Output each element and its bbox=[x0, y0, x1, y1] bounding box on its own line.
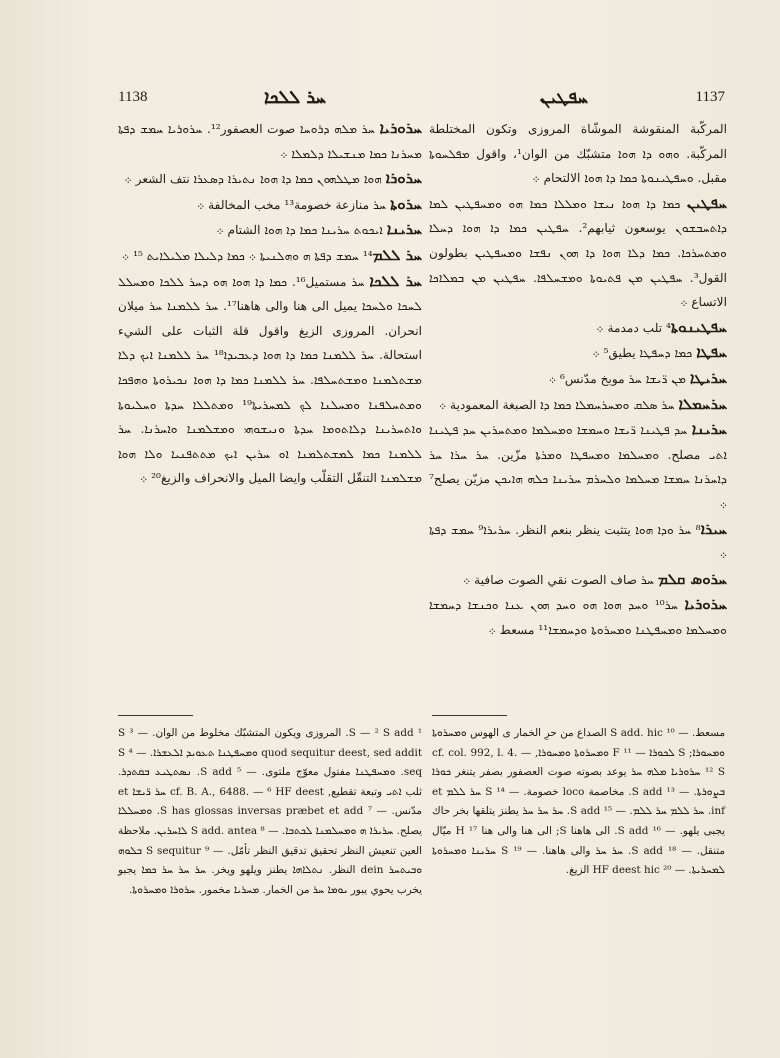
entry-gloss: ¹⁴ ܚܡܫ ܕܦܬܐ ܗ ܘܗܠܢܝܬܐ ܀ ܟܡܐ ܕܠܝܠܐ ܡܠܝܠܐܝܬ ¹⁵ ܀ bbox=[121, 248, 373, 263]
dictionary-entry bbox=[429, 116, 727, 191]
dictionary-entry bbox=[429, 517, 727, 567]
dictionary-entry bbox=[118, 217, 422, 243]
dictionary-entry bbox=[429, 366, 727, 392]
dictionary-entry bbox=[429, 392, 727, 418]
footnote-separator-left bbox=[118, 715, 193, 716]
dictionary-entry bbox=[118, 192, 422, 218]
entry-headword: ܚܦܛܝܢ bbox=[687, 193, 727, 212]
footnote-text: ¹ S — ² S add. المروزى ويكون المتشبّك مخلوط من الوان. — ³ S quod sequitur deest, sed addit ܘܡܚܦܛܢܐ ܬܥܘܝܕ ܐܠܥܫܪܐ. — ⁴ S seq. ܘܡܚܦܛܢܐ مفتول معوّج ملتوى. — ⁵ S add. ܢܣܬܛܝܥ ܒܩܬܕܪ. ثلب ܐܬܝ وتبعة تقطيع, cf. B. A., 6488. — ⁶ HF deest ܚܪ ܪ̈ܝܫܐ et مدّنس. — ⁷ S has glossas inversas præbet et add. ܘܡܚܠܠܐ يصلح. ܚܪܝܪܐ ܗ ܘܡܚܠܡܢܐ ܠܟܬܒܐ. — ⁸ S add. antea ܠܐܚܪܝܢ. ملاحظة العين تنعيش النظر تحقيق تدقيق النظر تأمّل. — ⁹ S sequitur ܒܠܘܗ ܘܒܝܬܚܪ dein النظر. ܢܬܠܐܗܐ يطنز ويلهو ويخر. ܚܪ ܚܪ ܚܪ ܟܡܐ يجبو يخرب يحوي يبور ܝܘܡܐ ܚܪ من الخمار. ܡܚܪܝܐ مخمور. ܚܪܘܪܐ ܘܡܚܪܘܬܐ. bbox=[118, 727, 422, 896]
entry-gloss: ܟܡܐ ܕܐ ܗܘܐ ܢܝܫܐ ܘܡܠܠܐ ܟܡܐ ܗܘ ܘܡܚܦܛܝܢ ܠܡܐ ܕܐܬܚܒܫܘܢ يوسعون ثيابهم². ܚܦܛܝܢ ܟܡܐ ܕܐ ܗܘܐ ܕܚܠܐ ܘܡܬܚܪܟܐ. ܟܡܐ ܕܠܐ ܗܘܐ ܕܐ ܗܘܢ ܢܦܫܐ ܘܡܚܦܛܝܢ بطولون القول³. ܚܦܛܝܢ ܡܢ ܦܬܝܘܬܐ ܘܡܫܚܠܦܐ. ܚܦܛܝܢ ܡܢ ܒܡܠܐܟܐ الاتساع ܀ bbox=[429, 196, 727, 310]
entry-gloss: ܗܘܐ ܡܛܠܗܘܢ ܟܡܐ ܕܐ ܗܘܐ ܢܬܝܪܐ ܕܣܥܪܐ نتف الشعر ܀ bbox=[124, 172, 386, 187]
entry-headword: ܚܪܘܪܝܐ bbox=[379, 119, 422, 137]
entry-gloss: ܚܕ ܦܛܝܢܐ ܪ̈ܝܫܐ ܘܚܡܫܐ ܘܡܚܠܡܐ ܘܡܬܚܪܝܢ ܚܕ ܦܛܝܢܐ ܐܬܝ مصلح. ܘܡܚܠܡܐ ܘܡܚܦܛܐ ܘܡܪܬܐ مزّين. ܚܪ ܚܪܐ ܚܪ ܕܐܚܪܢܐ ܚܡܫܐ ܡܚܠܡܐ ܘܠܚܪܡ ܚܪܝܢܐ ܟܠܗ ܗܐܝܟܢ مزيّن يصلح⁷ ܀ bbox=[429, 423, 727, 511]
entry-gloss: ܐܝܟܘܬ ܚܪܝܢܐ ܟܡܐ ܕܐ ܗܘܐ الشتام ܀ bbox=[216, 223, 387, 238]
left-footnotes bbox=[118, 724, 422, 900]
dictionary-entry bbox=[429, 315, 727, 341]
entry-gloss: ܚܪ ܡܠܗ ܕܪܘܚܐ صوت العصفور¹². ܚܪܘܪܝܐ ܚܡܫ ܕܦܬܐ ܡܚܪܢܐ ܟܡܐ ܡܢܫܝܠܐ ܕܠܡܠܐ ܀ bbox=[118, 122, 422, 161]
entry-gloss: ܚܪ¹⁰ ܘܚܕ ܗܘܐ ܗܘ ܘܚܕ ܗܘܢ ܥܢܐ ܘܟܢܫܐ ܕܚܡܫܐ ܘܡܚܠܡܐ ܘܡܚܦܛܢܐ ܘܡܚܪܘܬܐ ܘܕܚܡܫܐ¹¹ مسعط ܀ bbox=[429, 598, 727, 637]
dictionary-entry bbox=[118, 166, 422, 192]
entry-gloss: ܚܪ مستميل¹⁶. ܟܡܐ ܕܐ ܗܘܐ ܗܘ ܕܚܪ ܠܠܟܐ ܘܡܚܠܠ ܠܚܟܐ ܘܠܚܟܐ يميل الى هنا والى هاهنا¹⁷. ܚܪ ܠܠܡܢܐ ܚܪ ميلان انحران. المروزى الزيغ واقول قلة الثبات على الشيء استحالة. ܚܪ ܠܠܡܢܐ ܟܡܐ ܕܐ ܗܘܐ ܕܥܒܝܕܐ¹⁸ ܚܪ ܠܠܡܢܐ ܐܝܟ ܕܠܐ ܡܫܬܠܡܢܐ ܘܡܫܬܚܠܦܐ. ܚܪ ܠܠܡܢܐ ܟܡܐ ܕܐ ܗܘܐ ܢܟܝܪܘܬܐ ܘܗܦܟܐ ܘܡܬܚܠܦܢܐ ܘܡܚܠܢܐ ܠܟ ܠܡܚܪܝܬܐ¹⁹ ܘܡܬܠܠܐ ܚܕܬܐ ܘܚܠܝܘܬܐ ܘܐܬܚܪܝܢܐ ܕܠܐܬܘܡܐ ܚܕܬܐ ܘܢܝܫܘܗܝ ܘܡܫܠܡܢܐ ܘܐܚܪܢܐ. ܚܪ ܠܠܡܢܐ ܟܡܐ ܠܡܫܬܠܡܢܐ ܐܘ ܚܪܝܢ ܐܝܟ ܡܬܬܦܢܝܐ ܘܠܐ ܗܘܐ ܡܫܠܡܢܐ التنقّل التقلّب وايضا الميل والانحراف والزيغ²⁰ ܀ bbox=[118, 274, 422, 486]
entry-headword: ܚܪܝܢܐ bbox=[691, 420, 727, 439]
dictionary-entry bbox=[429, 567, 727, 593]
dictionary-entry bbox=[118, 243, 422, 269]
entry-headword: ܚܪܘܪܐ bbox=[385, 169, 422, 188]
entry-headword: ܚܪܘܬܐ bbox=[390, 194, 422, 213]
right-column bbox=[429, 116, 727, 642]
dictionary-entry bbox=[118, 116, 422, 166]
entry-headword: ܚܪܘܪܝܐ bbox=[684, 595, 727, 614]
right-running-head: ܚܦܛܝܢ bbox=[540, 86, 588, 108]
entry-headword: ܚܪܚܡܠܐ bbox=[678, 394, 727, 413]
dictionary-entry bbox=[429, 191, 727, 315]
entry-headword: ܚܪ ܠܠܡ bbox=[372, 245, 422, 264]
entry-headword: ܚܪܝܛܐ bbox=[689, 368, 727, 387]
dictionary-entry bbox=[118, 269, 422, 491]
entry-gloss: ⁸ ܚܪ ܘܕܐ ܗܘܐ يتثبت ينظر بنعم النظر. ܚܪܝܪܐ⁹ ܚܡܫ ܕܦܬܐ ܀ bbox=[429, 522, 727, 562]
footnote-separator-right bbox=[432, 715, 507, 716]
entry-headword: ܚܪܘܣ ܩܠܡ bbox=[658, 569, 727, 588]
entry-gloss: ܚܪ صاف الصوت نقي الصوت صافية ܀ bbox=[462, 572, 659, 587]
entry-headword: ܚܦܛܐ bbox=[696, 343, 727, 362]
dictionary-entry bbox=[429, 417, 727, 516]
left-page-header bbox=[118, 82, 326, 112]
entry-gloss: ܚܪ منازعة خصومة¹³ مخب المخالفة ܀ bbox=[196, 197, 391, 212]
dictionary-entry bbox=[429, 340, 727, 366]
dictionary-entry bbox=[429, 592, 727, 642]
entry-gloss: المركّبة المنقوشة الموشّاة المروزى وتكون المختلطة المركّبة. ܘܗܘ ܕܐ ܗܘܐ متشبّك من الوان¹، واقول ܡܦܠܚܘܬܐ مقبل. ܘܚܦܛܝܢܘܬܐ ܟܡܐ ܕܐ ܗܘܐ الالتحام ܀ bbox=[429, 122, 728, 186]
entry-headword: ܚܦܛܝܢܘܬܐ bbox=[670, 317, 727, 336]
left-column bbox=[118, 116, 422, 491]
entry-gloss: ܚܪ ܣܠܩ ܘܡܚܪܚܡܠܐ ܟܡܐ ܕܐ الصبغة المعمودية ܀ bbox=[438, 397, 679, 412]
entry-headword: ܚܪܝܢܐ bbox=[386, 220, 422, 239]
right-page-header bbox=[540, 82, 725, 112]
entry-gloss: ܟܡܐ ܕܚܦܛܐ يطيق⁵ ܀ bbox=[592, 346, 697, 361]
left-running-head: ܚܪ ܠܠܟܐ bbox=[263, 86, 326, 108]
entry-gloss: ⁴ تلب دمدمة ܀ bbox=[596, 320, 671, 335]
right-page-number: 1137 bbox=[695, 88, 725, 105]
right-footnotes bbox=[432, 724, 725, 881]
entry-headword: ܚܪ ܠܠܟܐ bbox=[369, 271, 422, 290]
footnote-text: مسعط. — ¹⁰ S add. hic الصداع من حرِ الخمار ى الهوس ܘܡܚܪܘܬܐ ܘܡܚܘܪܐ; S ܠܟܘܪܐ — ¹¹ F ܘܡܚܪܘܬܐ ܘܡܚܘܪܐ, cf. col. 992, l. 4. — ¹² S ܚܪܘܪܝܐ ܡܠܗ ܚܪ يوعد بصوته صوت العصفور بصفر يتنغر ܟܘܪܐ ܒܨܘܪܬܐ. — ¹³ S add. مخاصمة loco خصومة. — ¹⁴ S ܚܪ ܠܠܡ et inf. ܚܪ ܠܠܡ ܚܪ ܠܠܡ. — ¹⁵ S add. ܚܪ ܚܪ ܚܪ يطنز يتلقها بخر حاك يجبى يلهو. — ¹⁶ S add. الى هاهنا S; الى هنا والى هنا ¹⁷ H ميّال متنقل. — ¹⁸ S add. ܚܪ ܚܪ والى هاهنا. — ¹⁹ S ܚܪܝܢܐ ܘܡܚܪܘܬܐ ܠܡܚܪܝܬܐ. — ²⁰ HF deest hic الزيغ. bbox=[432, 727, 726, 877]
entry-headword: ܚܝܪܐ bbox=[700, 519, 727, 538]
entry-gloss: ܡܢ ܪ̈ܝܫܐ ܚܪ موبخ مدّنس⁶ ܀ bbox=[548, 371, 690, 386]
left-page-number: 1138 bbox=[118, 88, 148, 105]
